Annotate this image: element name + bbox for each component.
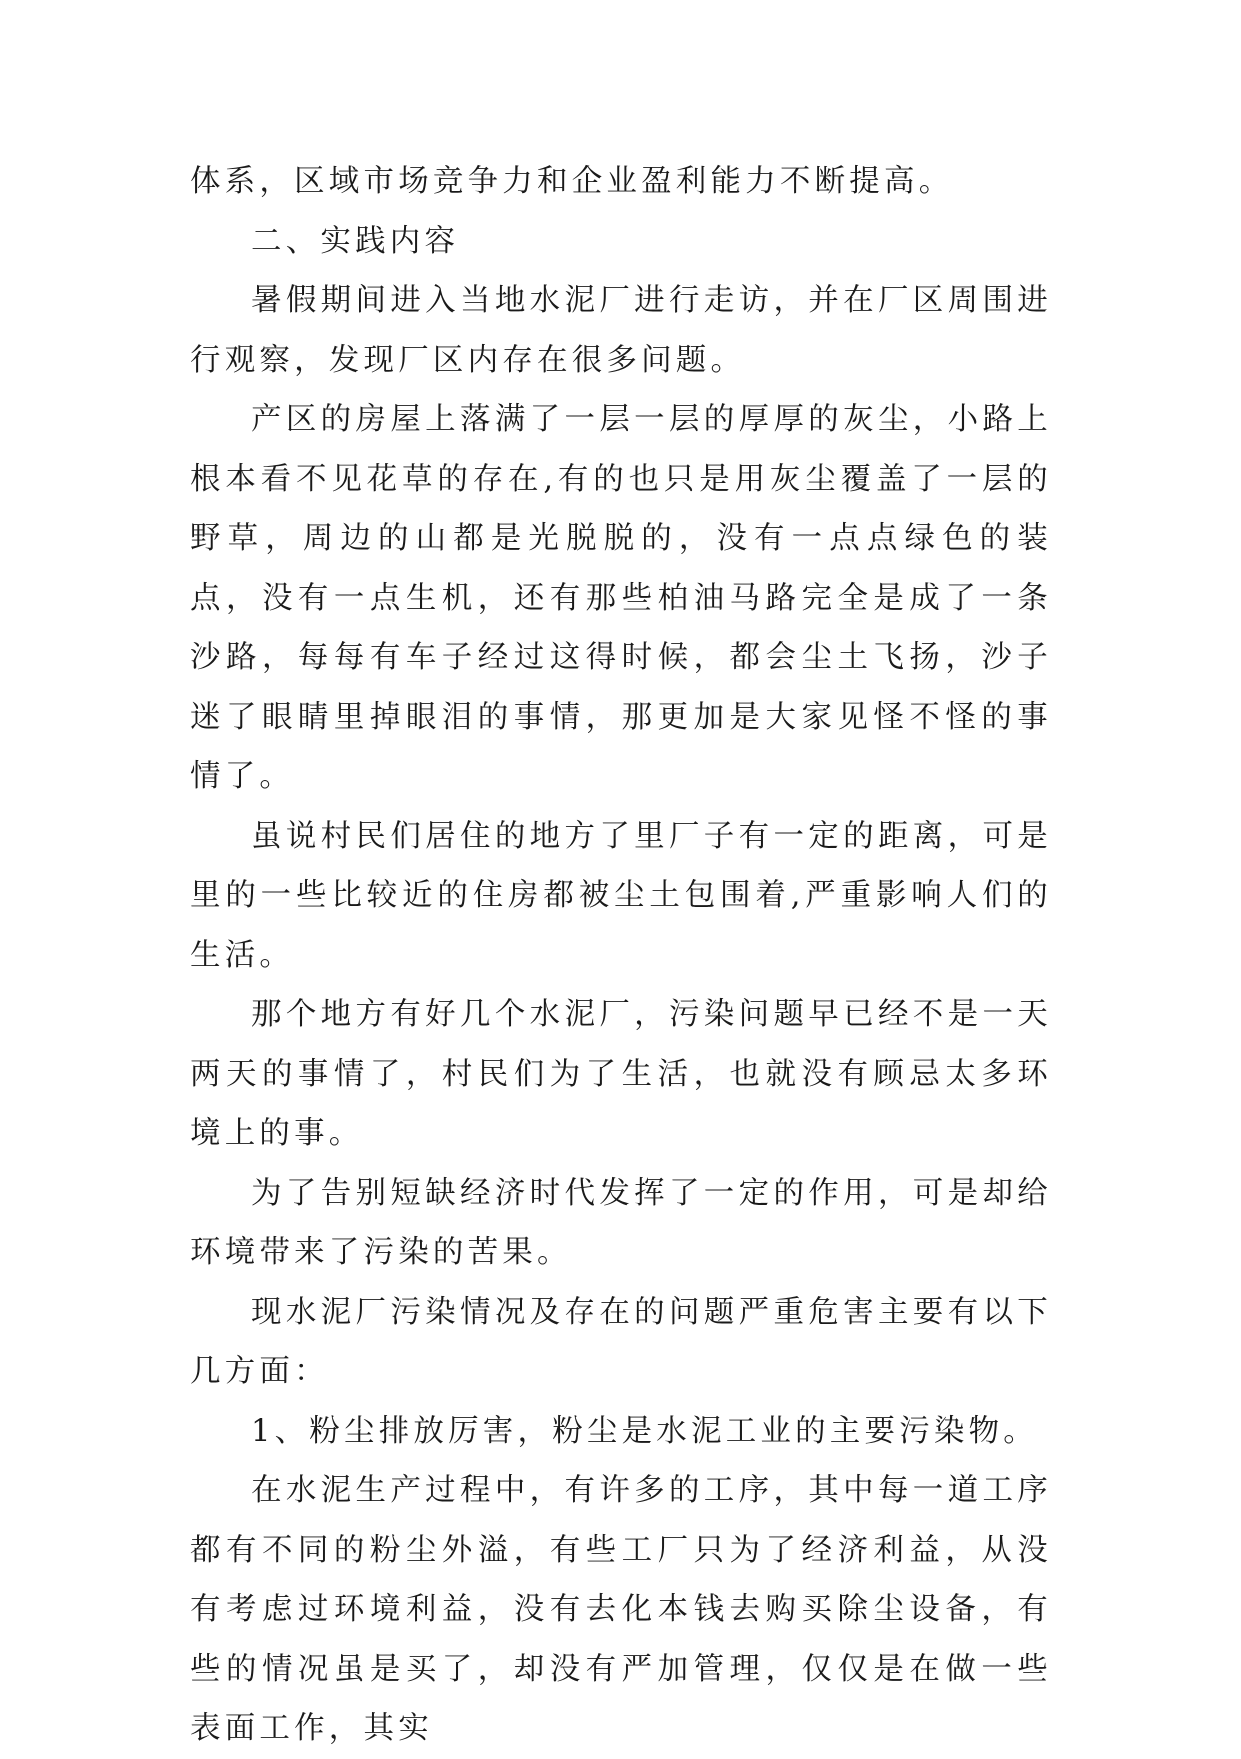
paragraph-3: 暑假期间进入当地水泥厂进行走访，并在厂区周围进行观察，发现厂区内存在很多问题。 (190, 283, 1052, 378)
document-body (190, 152, 1052, 1759)
paragraph-1: 体系，区域市场竞争力和企业盈利能力不断提高。 (190, 164, 954, 199)
paragraph-4: 产区的房屋上落满了一层一层的厚厚的灰尘，小路上根本看不见花草的存在,有的也只是用灰尘覆盖了一层的野草，周边的山都是光脱脱的，没有一点点绿色的装点，没有一点生机，还有那些柏油马路完全是成了一条沙路，每每有车子经过这得时候，都会尘土飞扬，沙子迷了眼睛里掉眼泪的事情，那更加是大家见怪不怪的事情了。 (190, 402, 1052, 794)
section-heading-practice-content: 二、实践内容 (251, 223, 460, 259)
paragraph-6: 那个地方有好几个水泥厂，污染问题早已经不是一天两天的事情了，村民们为了生活，也就没有顾忌太多环境上的事。 (190, 997, 1052, 1151)
paragraph-10: 在水泥生产过程中，有许多的工序，其中每一道工序都有不同的粉尘外溢，有些工厂只为了经济利益，从没有考虑过环境利益，没有去化本钱去购买除尘设备，有些的情况虽是买了，却没有严加管理，仅仅是在做一些表面工作，其实 (190, 1473, 1052, 1746)
paragraph-5: 虽说村民们居住的地方了里厂子有一定的距离，可是里的一些比较近的住房都被尘土包围着,严重影响人们的生活。 (190, 818, 1052, 973)
paragraph-7: 为了告别短缺经济时代发挥了一定的作用，可是却给环境带来了污染的苦果。 (190, 1175, 1052, 1270)
paragraph-8: 现水泥厂污染情况及存在的问题严重危害主要有以下几方面： (190, 1294, 1052, 1389)
list-item-1: 1、粉尘排放厉害，粉尘是水泥工业的主要污染物。 (251, 1413, 1039, 1449)
